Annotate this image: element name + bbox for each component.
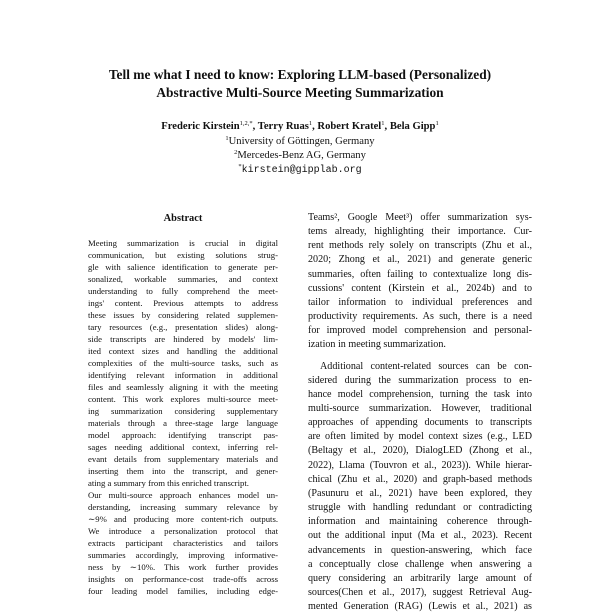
body-line: sidered during the summarization process to en- [308,374,532,386]
body-line: information and maintaining coherence through- [308,516,532,528]
abstract-line: ness by ∼10%. This work further provides [88,562,278,572]
abstract-line: model approach: identifying transcript pas- [88,430,278,440]
affiliation-mark: 1 [225,135,229,142]
abstract-line: ing summarization considering supplementary [88,406,278,416]
author-list: Frederic Kirstein$^{1,2,*}$, Terry Ruas$^1$, Robert Kratel$^1$, Bela Gipp$^1$ [161,120,439,132]
body-line: for improved model comprehension and personal- [308,325,532,337]
abstract-line: tary resources (e.g., presentation slides) along- [88,322,278,332]
body-line: summaries, often failing to contextualize long dis- [308,268,532,280]
abstract-line: these issues by considering related supplemen- [88,310,278,320]
affiliation-1 [40,135,560,149]
abstract-line: extracts participant characteristics and tailors [88,538,278,548]
body-line: mented Generation (RAG) (Lewis et al., 2021) as [308,601,532,612]
abstract-line: Meeting summarization is crucial in digital [88,238,278,248]
body-line: advancements in question-answering, which face [308,544,532,556]
paper-title-line-2: Abstractive Multi-Source Meeting Summarization [156,85,444,100]
abstract-line: sages needing additional context, inferring rel- [88,442,278,452]
abstract-line: derstanding, increasing summary relevance by [88,502,278,512]
body-line: a conceptually close challenge when answering a [308,558,532,570]
body-line: productivity requirements. As such, there is a need [308,311,532,323]
abstract-heading: Abstract [163,213,203,224]
body-line: cussions' content (Kirstein et al., 2024b) and to [308,282,532,294]
abstract-line: ings' content. Previous attempts to address [88,298,278,308]
abstract-line: summaries accordingly, improving informative- [88,550,278,560]
affiliation-2 [40,149,560,163]
author-affiliation-mark: 1 [435,120,439,127]
abstract-line: insights on performance-cost trade-offs across [88,574,278,584]
body-line: struggle with handling redundant or contradicting [308,502,532,513]
body-line: ization in meeting summarization. [308,339,446,351]
affiliation-text: University of Göttingen, Germany [228,136,375,147]
body-line: hance model comprehension, turning the task into [308,388,532,400]
abstract-line: communication, but existing solutions strug- [88,250,278,260]
abstract-line: evant details from supplementary materials and [88,454,278,464]
contact-email [40,163,560,178]
abstract-line: sonalized, workable summaries, and context [88,274,278,284]
abstract-line: understanding to fully comprehend the meet- [88,286,278,296]
body-line: tems already, highlighting their importance. Cur- [308,226,532,238]
body-line: 2020; Zhong et al., 2021) and generate generic [308,254,532,266]
affiliation-text: Mercedes-Benz AG, Germany [237,150,366,161]
abstract-line: content. This work explores multi-source meet- [88,394,278,404]
abstract-line: identifying relevant information in additional [88,370,278,380]
author-name: Bela Gipp [389,121,436,132]
body-line: are often limited by model context sizes (e.g., LED [308,431,532,443]
abstract-line: four leading model families, including edge- [88,586,278,596]
abstract-line: files and seamlessly aligning it with the meeting [88,382,278,392]
abstract-line: inserting them into the transcript, and gener- [88,466,278,476]
author-name: Terry Ruas [257,121,309,132]
body-line: Teams², Google Meet³) offer summarization sys- [308,212,532,223]
abstract-line: complexities of the multi-source tasks, such as [88,358,278,368]
abstract-line: ating a summary from this enriched transcript. [88,478,249,488]
abstract-line: side transcripts are hindered by models' lim- [88,334,278,344]
body-line: out the additional input (Ma et al., 2023). Recent [308,530,532,542]
body-line: Additional content-related sources can be con- [320,360,532,372]
body-line: query considering an arbitrarily large amount of [308,572,532,584]
email-text: kirstein@gipplab.org [241,165,362,176]
body-line: (Beltagy et al., 2020), DialogLED (Zhong et al., [308,445,532,457]
abstract-line: Our multi-source approach enhances model un- [88,490,278,500]
author-affiliation-mark: 1,2,* [239,120,253,127]
abstract-line: ited context sizes and handling the additional [88,346,278,356]
author-affiliation-mark: 1 [308,120,313,127]
body-line: multi-source summarization. However, traditional [308,403,532,414]
affiliation-mark: * [238,163,242,170]
author-name: Robert Kratel [317,121,382,132]
author-name: Frederic Kirstein [161,121,240,132]
abstract-line: We introduce a personalization protocol that [88,526,278,536]
author-affiliation-mark: 1 [381,120,385,127]
body-line: sources(Chen et al., 2017), suggest Retrieval Aug- [308,586,532,598]
paper-title-line-1: Tell me what I need to know: Exploring LLM-based (Personalized) [108,67,492,82]
abstract-line: gle with salience identification to generate per- [88,262,278,272]
body-line: approaches of appending documents to transcripts [308,417,532,429]
abstract-line: ∼9% and producing more content-rich outputs. [88,514,278,524]
body-line: tailor information to individual preferences and [308,296,532,308]
body-line: 2022), Llama (Touvron et al., 2023)). While hierar- [308,459,532,471]
body-line: chical (Zhu et al., 2020) and graph-based methods [308,473,532,485]
body-line: rent methods rely solely on transcripts (Zhu et al., [308,240,532,252]
affiliation-mark: 2 [234,149,238,156]
abstract-line: materials through a three-stage large language [88,418,278,428]
body-line: (Pasunuru et al., 2021) have been explored, they [308,487,532,499]
